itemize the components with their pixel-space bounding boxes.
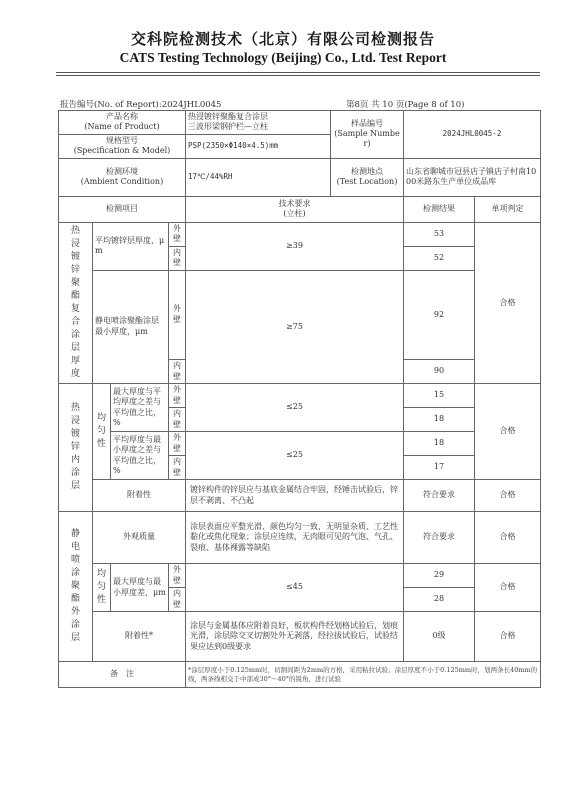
env-label: 检测环境 (Ambient Condition) <box>59 158 186 196</box>
judgement-value: 合格 <box>475 512 541 564</box>
report-title-en: CATS Testing Technology (Beijing) Co., Ltd. Test Report <box>119 50 447 65</box>
wall-label-inner: 内壁 <box>169 588 186 612</box>
spec-value: PSP(2350×Φ140×4.5)mm <box>186 134 331 158</box>
result-value: 53 <box>404 222 475 246</box>
requirement-value: ≤25 <box>186 384 404 432</box>
result-value: 0级 <box>404 612 475 662</box>
item-label: 附着性 <box>93 480 186 512</box>
col-header-requirement: 技术要求 (立柱) <box>186 196 404 222</box>
section-label: 热浸镀锌聚酯复合涂层厚度 <box>59 222 93 384</box>
uniformity-label: 均匀性 <box>93 384 111 480</box>
wall-label-outer: 外壁 <box>169 222 186 246</box>
result-value: 52 <box>404 246 475 270</box>
product-label: 产品名称 (Name of Product) <box>59 111 186 135</box>
judgement-value: 合格 <box>475 480 541 512</box>
header-rule-top <box>56 72 540 73</box>
page-number: 第8页 共 10 页(Page 8 of 10) <box>346 100 465 110</box>
requirement-text: 镀锌构件的锌层应与基底金属结合牢固，经锤击试验后，锌层不剥离、不凸起 <box>186 480 404 512</box>
requirement-value: ≤45 <box>186 564 404 612</box>
result-value: 29 <box>404 564 475 588</box>
wall-label-inner: 内壁 <box>169 246 186 270</box>
item-label: 外观质量 <box>93 512 186 564</box>
item-label: 静电喷涂聚酯涂层最小厚度，μm <box>93 270 169 384</box>
wall-label-inner: 内壁 <box>169 408 186 432</box>
remark-text: *涂层厚度小于0.125mm时，切割间距为2mm的方格，采用粘拉试验；涂层厚度不小于0.125mm时，划两条长40mm的线，两条线相交于中部成30°～40°的锐角，进行试验 <box>186 662 541 688</box>
sample-number-label: 样品编号 (Sample Number) <box>331 111 404 159</box>
wall-label-outer: 外壁 <box>169 270 186 360</box>
report-title-cn: 交科院检测技术（北京）有限公司检测报告 <box>130 30 435 48</box>
requirement-value: ≥75 <box>186 270 404 384</box>
result-value: 28 <box>404 588 475 612</box>
location-value: 山东省聊城市冠县店子镇店子村南1000米路东生产单位成品库 <box>404 158 541 196</box>
result-value: 90 <box>404 360 475 384</box>
result-value: 17 <box>404 456 475 480</box>
result-value: 符合要求 <box>404 512 475 564</box>
spec-label: 规格型号 (Specification & Model) <box>59 134 186 158</box>
col-header-item: 检测项目 <box>59 196 186 222</box>
item-label: 附着性* <box>93 612 186 662</box>
judgement-value: 合格 <box>475 564 541 612</box>
result-value: 18 <box>404 432 475 456</box>
requirement-value: ≥39 <box>186 222 404 270</box>
env-value: 17℃/44%RH <box>186 158 331 196</box>
col-header-result: 检测结果 <box>404 196 475 222</box>
result-value: 15 <box>404 384 475 408</box>
wall-label-outer: 外壁 <box>169 384 186 408</box>
section-label: 静电喷涂聚酯外涂层 <box>59 512 93 662</box>
uniformity-label: 均匀性 <box>93 564 111 612</box>
sample-number-value: 2024JHL0045-2 <box>404 111 541 159</box>
product-value: 热浸镀锌聚酯复合涂层 三波形梁钢护栏—立柱 <box>186 111 331 135</box>
result-value: 18 <box>404 408 475 432</box>
wall-label-outer: 外壁 <box>169 564 186 588</box>
item-label: 平均镀锌层厚度，μm <box>93 222 169 270</box>
result-value: 92 <box>404 270 475 360</box>
item-label: 最大厚度与最小厚度差，μm <box>111 564 169 612</box>
wall-label-inner: 内壁 <box>169 456 186 480</box>
remark-label: 备 注 <box>59 662 186 688</box>
result-value: 符合要求 <box>404 480 475 512</box>
location-label: 检测地点 (Test Location) <box>331 158 404 196</box>
report-table <box>58 110 541 688</box>
requirement-value: ≤25 <box>186 432 404 480</box>
wall-label-outer: 外壁 <box>169 432 186 456</box>
judgement-value: 合格 <box>475 612 541 662</box>
judgement-value: 合格 <box>475 222 541 384</box>
requirement-text: 涂层表面应平整光滑、颜色均匀一致，无明显杂质、工艺性黏化或焦化现象；涂层应连续，无肉眼可见的气泡、气孔、裂痕、基体裸露等缺陷 <box>186 512 404 564</box>
item-label: 最大厚度与平均厚度之差与平均值之比，% <box>111 384 169 432</box>
header-rule-bottom <box>56 75 540 76</box>
wall-label-inner: 内壁 <box>169 360 186 384</box>
requirement-text: 涂层与金属基体应附着良好，板状构件经划格试验后，划痕光滑，涂层除交叉切割处外无剥落，经拉拔试验后，试验结果应达到0级要求 <box>186 612 404 662</box>
section-label: 热浸镀锌内涂层 <box>59 384 93 512</box>
judgement-value: 合格 <box>475 384 541 480</box>
col-header-judgement: 单项判定 <box>475 196 541 222</box>
report-number: 报告编号(No. of Report):2024JHL0045 <box>60 100 222 110</box>
item-label: 平均厚度与最小厚度之差与平均值之比，% <box>111 432 169 480</box>
